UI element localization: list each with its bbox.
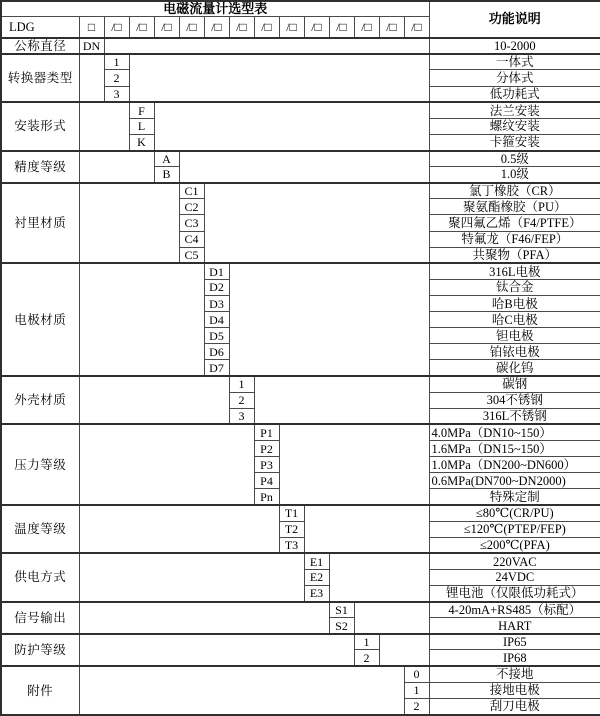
function-cell: IP65 <box>429 634 600 650</box>
slash-code-box-icon: /□ <box>104 17 129 38</box>
code-cell: S2 <box>329 618 354 634</box>
spacer-cell <box>79 666 404 715</box>
code-cell: K <box>129 134 154 150</box>
group-label: 公称直径 <box>1 38 79 54</box>
slash-code-box-icon: /□ <box>204 17 229 38</box>
spacer-cell <box>229 263 429 376</box>
spacer-cell <box>154 102 429 150</box>
code-cell: A <box>154 151 179 167</box>
function-cell: 220VAC <box>429 553 600 569</box>
function-cell: 钽电极 <box>429 328 600 344</box>
table-body <box>1 1 600 715</box>
group-label: 防护等级 <box>1 634 79 666</box>
code-cell: 0 <box>404 666 429 682</box>
group-label: 供电方式 <box>1 553 79 601</box>
spacer-cell <box>104 38 429 54</box>
code-box-icon: □ <box>79 17 104 38</box>
spacer-cell <box>79 263 204 376</box>
group-label: 信号输出 <box>1 602 79 634</box>
spacer-cell <box>79 183 179 264</box>
code-cell: D4 <box>204 312 229 328</box>
function-cell: 刮刀电极 <box>429 698 600 715</box>
function-cell: 聚四氟乙烯（F4/PTFE） <box>429 215 600 231</box>
slash-code-box-icon: /□ <box>129 17 154 38</box>
spacer-cell <box>79 505 279 553</box>
slash-code-box-icon: /□ <box>304 17 329 38</box>
function-cell: 316L电极 <box>429 263 600 279</box>
code-cell: C4 <box>179 231 204 247</box>
spacer-cell <box>79 102 129 150</box>
code-cell: D5 <box>204 328 229 344</box>
group-label: 衬里材质 <box>1 183 79 264</box>
code-cell: S1 <box>329 602 354 618</box>
code-cell: D1 <box>204 263 229 279</box>
function-cell: 碳钢 <box>429 376 600 392</box>
function-cell: IP68 <box>429 650 600 666</box>
code-cell: 2 <box>404 698 429 715</box>
function-cell: 哈B电极 <box>429 296 600 312</box>
slash-code-box-icon: /□ <box>279 17 304 38</box>
spacer-cell <box>79 54 104 102</box>
code-cell: 2 <box>229 392 254 408</box>
spacer-cell <box>79 602 329 634</box>
group-label: 转换器类型 <box>1 54 79 102</box>
spacer-cell <box>254 376 429 424</box>
function-description-header: 功能说明 <box>429 1 600 38</box>
slash-code-box-icon: /□ <box>404 17 429 38</box>
code-cell: B <box>154 167 179 183</box>
function-cell: 4.0MPa（DN10~150） <box>429 424 600 440</box>
code-cell: D7 <box>204 360 229 376</box>
code-cell: E3 <box>304 585 329 601</box>
group-label: 外壳材质 <box>1 376 79 424</box>
function-cell: 钛合金 <box>429 279 600 295</box>
function-cell: 氯丁橡胶（CR） <box>429 183 600 199</box>
spacer-cell <box>354 602 429 634</box>
code-cell: E2 <box>304 569 329 585</box>
function-cell: ≤200℃(PFA) <box>429 537 600 553</box>
code-cell: C2 <box>179 199 204 215</box>
table-title: 电磁流量计选型表 <box>1 1 429 17</box>
function-cell: 聚氨酯橡胶（PU） <box>429 199 600 215</box>
code-cell: Pn <box>254 489 279 505</box>
code-cell: C3 <box>179 215 204 231</box>
function-cell: ≤80℃(CR/PU) <box>429 505 600 521</box>
function-cell: 低功耗式 <box>429 86 600 102</box>
code-cell: C1 <box>179 183 204 199</box>
function-cell: 法兰安装 <box>429 102 600 118</box>
spacer-cell <box>304 505 429 553</box>
function-cell: 304不锈钢 <box>429 392 600 408</box>
spacer-cell <box>79 151 154 183</box>
code-cell: T1 <box>279 505 304 521</box>
code-cell: 1 <box>354 634 379 650</box>
group-label: 附件 <box>1 666 79 715</box>
code-cell: D3 <box>204 296 229 312</box>
spacer-cell <box>129 54 429 102</box>
code-cell: D6 <box>204 344 229 360</box>
function-cell: 316L不锈钢 <box>429 408 600 424</box>
slash-code-box-icon: /□ <box>329 17 354 38</box>
code-cell: 2 <box>354 650 379 666</box>
spacer-cell <box>79 376 229 424</box>
function-cell: 哈C电极 <box>429 312 600 328</box>
code-cell: P3 <box>254 457 279 473</box>
code-cell: C5 <box>179 247 204 263</box>
code-cell: 3 <box>104 86 129 102</box>
group-label: 精度等级 <box>1 151 79 183</box>
spacer-cell <box>179 151 429 183</box>
slash-code-box-icon: /□ <box>254 17 279 38</box>
function-cell: 10-2000 <box>429 38 600 54</box>
slash-code-box-icon: /□ <box>229 17 254 38</box>
function-cell: 特殊定制 <box>429 489 600 505</box>
function-cell: HART <box>429 618 600 634</box>
spacer-cell <box>204 183 429 264</box>
function-cell: 螺纹安装 <box>429 118 600 134</box>
code-cell: P4 <box>254 473 279 489</box>
code-cell: E1 <box>304 553 329 569</box>
function-cell: 4-20mA+RS485（标配） <box>429 602 600 618</box>
function-cell: 共聚物（PFA） <box>429 247 600 263</box>
function-cell: 碳化钨 <box>429 360 600 376</box>
spacer-cell <box>79 634 354 666</box>
group-label: 安装形式 <box>1 102 79 150</box>
function-cell: 0.6MPa(DN700~DN2000) <box>429 473 600 489</box>
model-prefix: LDG <box>1 17 79 38</box>
function-cell: 卡箍安装 <box>429 134 600 150</box>
code-cell: D2 <box>204 279 229 295</box>
function-cell: 不接地 <box>429 666 600 682</box>
spacer-cell <box>379 634 429 666</box>
slash-code-box-icon: /□ <box>379 17 404 38</box>
function-cell: 分体式 <box>429 70 600 86</box>
spacer-cell <box>79 553 304 601</box>
function-cell: 1.0级 <box>429 167 600 183</box>
code-cell: F <box>129 102 154 118</box>
function-cell: 0.5级 <box>429 151 600 167</box>
function-cell: 接地电极 <box>429 682 600 698</box>
code-cell: P2 <box>254 441 279 457</box>
function-cell: 一体式 <box>429 54 600 70</box>
function-cell: 1.6MPa（DN15~150） <box>429 441 600 457</box>
code-cell: T3 <box>279 537 304 553</box>
group-label: 电极材质 <box>1 263 79 376</box>
code-cell: T2 <box>279 521 304 537</box>
slash-code-box-icon: /□ <box>354 17 379 38</box>
code-cell: 1 <box>404 682 429 698</box>
code-cell: DN <box>79 38 104 54</box>
spacer-cell <box>329 553 429 601</box>
slash-code-box-icon: /□ <box>154 17 179 38</box>
function-cell: 特氟龙（F46/FEP） <box>429 231 600 247</box>
function-cell: 铂铱电极 <box>429 344 600 360</box>
code-cell: 2 <box>104 70 129 86</box>
function-cell: 1.0MPa（DN200~DN600） <box>429 457 600 473</box>
slash-code-box-icon: /□ <box>179 17 204 38</box>
group-label: 温度等级 <box>1 505 79 553</box>
function-cell: ≤120℃(PTEP/FEP) <box>429 521 600 537</box>
spacer-cell <box>79 424 254 505</box>
code-cell: L <box>129 118 154 134</box>
spacer-cell <box>279 424 429 505</box>
code-cell: P1 <box>254 424 279 440</box>
function-cell: 24VDC <box>429 569 600 585</box>
code-cell: 1 <box>104 54 129 70</box>
code-cell: 3 <box>229 408 254 424</box>
function-cell: 锂电池（仅限低功耗式） <box>429 585 600 601</box>
group-label: 压力等级 <box>1 424 79 505</box>
code-cell: 1 <box>229 376 254 392</box>
